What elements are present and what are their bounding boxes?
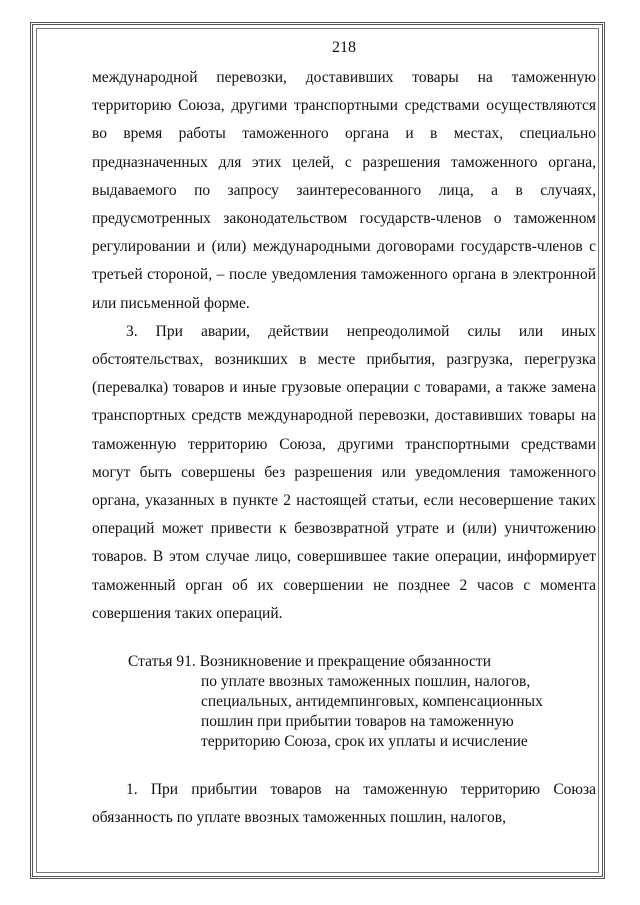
- article-heading: [128, 652, 596, 752]
- article-title-line-3: специальных, антидемпинговых, компенсационных: [201, 693, 543, 711]
- paragraph-item-1: 1. При прибытии товаров на таможенную территорию Союза обязанность по уплате ввозных таможенных пошлин, налогов,: [92, 781, 596, 827]
- article-number: Статья 91.: [128, 653, 200, 671]
- article-title-line-2: по уплате ввозных таможенных пошлин, налогов,: [201, 673, 531, 691]
- paragraph-continued: международной перевозки, доставивших товары на таможенную территорию Союза, другими транспортными средствами осуществляются во время работы таможенного органа и в местах, специально предназначенных для этих целей, с разрешения таможенного органа, выдаваемого по запросу заинтересованного лица, а в случаях, предусмотренных законодательством государств-членов о таможенном регулировании и (или) международными договорами государств-членов с третьей стороной, – после уведомления таможенного органа в электронной или письменной форме.: [92, 69, 596, 312]
- paragraph-item-3: 3. При аварии, действии непреодолимой силы или иных обстоятельствах, возникших в месте прибытия, разгрузка, перегрузка (перевалка) товаров и иные грузовые операции с товарами, а также замена транспортных средств международной перевозки, доставивших товары на таможенную территорию Союза, другими транспортными средствами могут быть совершены без разрешения или уведомления таможенного органа, указанных в пункте 2 настоящей статьи, если несовершение таких операций может привести к безвозвратной утрате и (или) уничтожению товаров. В этом случае лицо, совершившее такие операции, информирует таможенный орган об их совершении не позднее 2 часов с момента совершения таких операций.: [92, 322, 596, 622]
- article-title-line-4: пошлин при прибытии товаров на таможенную: [201, 713, 514, 731]
- article-title-line-1: Возникновение и прекращение обязанности: [199, 653, 491, 671]
- article-title-line-5: территорию Союза, срок их уплаты и исчисление: [201, 733, 528, 751]
- page-number: 218: [332, 39, 356, 56]
- document-page: [92, 38, 596, 832]
